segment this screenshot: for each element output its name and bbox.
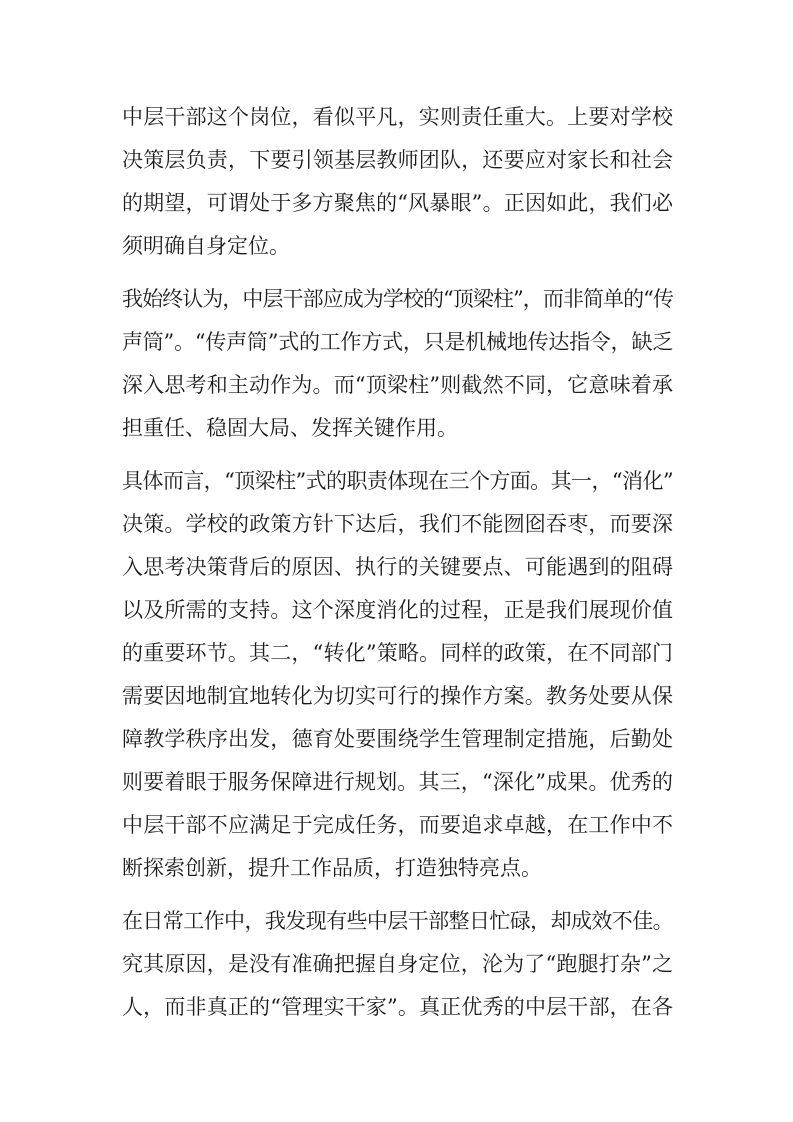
text-line: 以及所需的支持。这个深度消化的过程，正是我们展现价值 [122,598,673,622]
text-line: 我始终认为，中层干部应成为学校的“顶梁柱”，而非简单的“传 [122,287,673,311]
paragraph [122,96,673,268]
document-body [122,96,673,1029]
text-line: 需要因地制宜地转化为切实可行的操作方案。教务处要从保 [122,684,673,708]
text-line: 决策层负责，下要引领基层教师团队，还要应对家长和社会 [122,148,673,172]
paragraph [122,460,673,890]
text-line: 的期望，可谓处于多方聚焦的“风暴眼”。正因如此，我们必 [122,191,673,215]
text-line: 究其原因，是没有准确把握自身定位，沦为了“跑腿打杂”之 [122,952,673,976]
text-line: 具体而言，“顶梁柱”式的职责体现在三个方面。其一，“消化” [122,469,673,493]
text-line: 深入思考和主动作为。而“顶梁柱”则截然不同，它意味着承 [122,373,673,397]
text-line: 在日常工作中，我发现有些中层干部整日忙碌，却成效不佳。 [122,909,673,933]
text-line: 则要着眼于服务保障进行规划。其三，“深化”成果。优秀的 [122,770,673,794]
text-line: 决策。学校的政策方针下达后，我们不能囫囵吞枣，而要深 [122,512,673,536]
text-line: 的重要环节。其二，“转化”策略。同样的政策，在不同部门 [122,641,673,665]
text-line: 中层干部这个岗位，看似平凡，实则责任重大。上要对学校 [122,105,673,129]
text-line: 入思考决策背后的原因、执行的关键要点、可能遇到的阻碍 [122,555,673,579]
text-line: 障教学秩序出发，德育处要围绕学生管理制定措施，后勤处 [122,727,673,751]
text-line: 声筒”。“传声筒”式的工作方式，只是机械地传达指令，缺乏 [122,330,673,354]
text-line: 断探索创新，提升工作品质，打造独特亮点。 [122,856,542,880]
paragraph [122,278,673,450]
text-line: 中层干部不应满足于完成任务，而要追求卓越，在工作中不 [122,813,673,837]
text-line: 担重任、稳固大局、发挥关键作用。 [122,416,458,440]
text-line: 人，而非真正的“管理实干家”。真正优秀的中层干部，在各 [122,995,673,1019]
paragraph [122,900,673,1029]
text-line: 须明确自身定位。 [122,234,290,258]
